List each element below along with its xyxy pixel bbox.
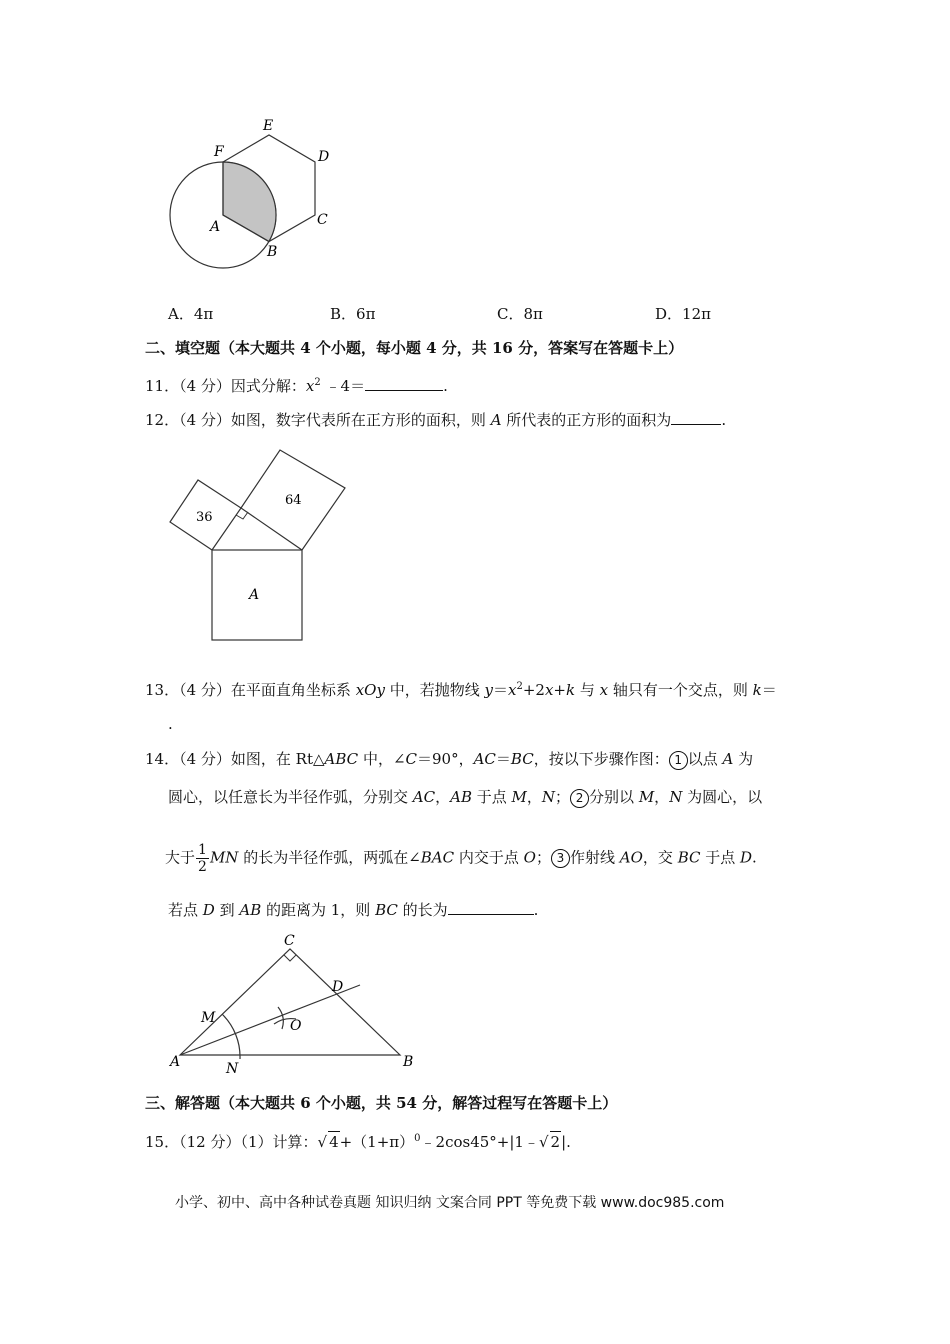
label-n: N [226,1061,239,1077]
q13-number: 13． [145,681,180,699]
label-b: B [267,244,278,260]
q13-trailing-dot: . [168,715,173,733]
section-2-heading: 二、填空题（本大题共 4 个小题，每小题 4 分，共 16 分，答案写在答题卡上） [145,339,684,357]
label-a: A [210,219,221,235]
option-c: C．8π [497,305,543,323]
label-square-a: A [249,587,260,603]
q11-points: （4 分） [179,377,231,395]
label-c: C [284,933,295,949]
question-12: 12．（4 分）如图，数字代表所在正方形的面积，则 A 所代表的正方形的面积为 . [145,411,727,429]
question-13: 13．（4 分）在平面直角坐标系 xOy 中，若抛物线 $y=x^2+2x+k$ 与 x 轴只有一个交点，则 k＝ [145,681,777,699]
step-3-marker: 3 [551,849,570,868]
triangle-abc [180,949,400,1055]
q12-answer-blank [671,409,721,425]
question-14-line-4: 若点 D 到 AB 的距离为 1，则 BC 的长为 . [168,901,539,919]
option-a: A．4π [168,305,214,323]
q12-number: 12． [145,411,180,429]
label-o: O [290,1018,302,1034]
question-11: 11．（4 分）因式分解：$x^2$ ﹣4＝ . [145,377,448,395]
page-footer: 小学、初中、高中各种试卷真题 知识归纳 文案合同 PPT 等免费下载 www.doc985.com [175,1195,725,1211]
sqrt-4: √ 4 [317,1133,339,1151]
label-36: 36 [196,510,213,525]
label-m: M [201,1010,216,1026]
question-15: 15．（12 分）（1）计算：√ $4+(1+\pi)^0﹣2\cos 45^\circ+|1﹣√$ 2|. [145,1133,571,1151]
right-angle-mark-c [284,955,296,961]
sqrt-2: √ 2 [538,1133,561,1151]
q11-number: 11． [145,377,180,395]
q15-points: （12 分） [179,1133,241,1151]
label-64: 64 [285,493,302,508]
q11-answer-blank [365,375,443,391]
label-d: D [318,149,330,165]
q14-number: 14． [145,750,180,768]
label-e: E [263,118,274,134]
option-d: D．12π [655,305,711,323]
q14-points: （4 分） [179,750,231,768]
fraction-one-half: $\frac{1}{2}$ [198,842,207,875]
step-2-marker: 2 [570,789,589,808]
hexagon-circle-figure [160,110,360,280]
question-14-line-1: 14．（4 分）如图，在 Rt△ABC 中，∠C＝90°，AC＝BC，按以下步骤作图： 1 以点 A 为 [145,750,754,768]
q13-points: （4 分） [179,681,231,699]
step-1-marker: 1 [669,751,688,770]
label-b: B [403,1054,414,1070]
arc-mn [222,1014,240,1059]
label-d: D [332,979,344,995]
squares-figure [160,440,360,650]
triangle-figure [160,925,430,1080]
option-b: B．6π [330,305,376,323]
label-a: A [170,1054,181,1070]
label-f: F [214,144,224,160]
question-14-line-2: 圆心，以任意长为半径作弧，分别交 AC，AB 于点 M，N； 2 分别以 M，N 为圆心，以 [168,788,763,806]
arc-o-1 [278,1007,283,1029]
q15-number: 15． [145,1133,180,1151]
q14-answer-blank [448,899,534,915]
question-14-line-3: 大于 $\frac{1}{2}$ MN 的长为半径作弧，两弧在∠BAC 内交于点 O； 3 作射线 AO，交 BC 于点 D. [165,842,757,875]
section-3-heading: 三、解答题（本大题共 6 个小题，共 54 分，解答过程写在答题卡上） [145,1094,618,1112]
q12-points: （4 分） [179,411,231,429]
label-c: C [317,212,328,228]
